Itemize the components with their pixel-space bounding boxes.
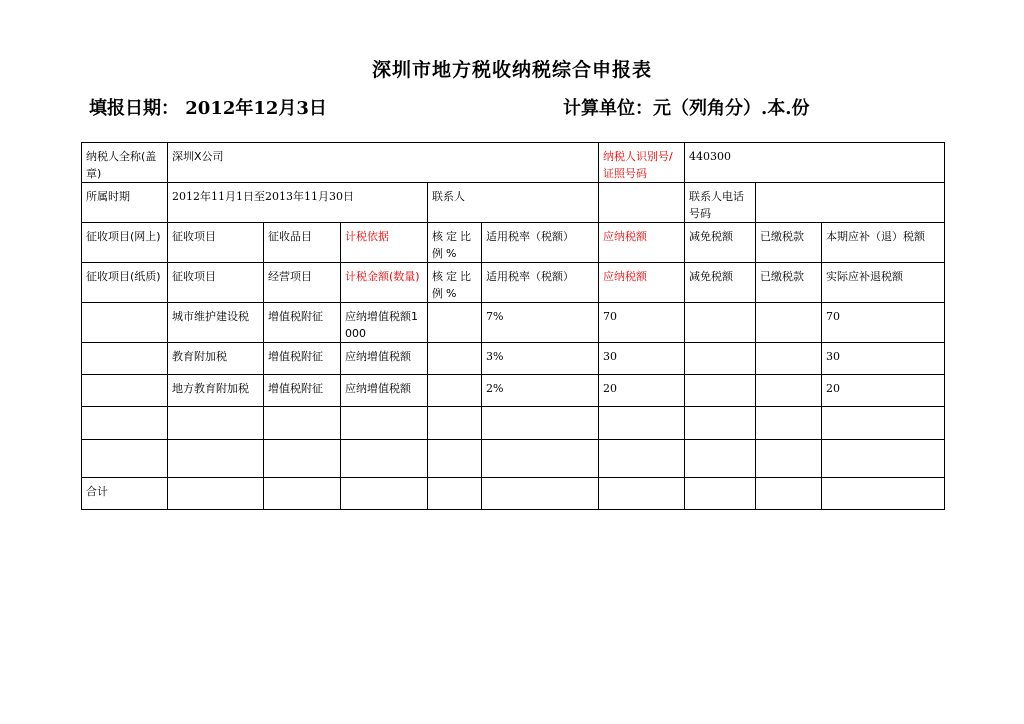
table-cell[interactable] xyxy=(599,407,685,440)
table-cell[interactable] xyxy=(341,440,428,478)
table-cell[interactable]: 7% xyxy=(482,303,599,343)
table-cell[interactable] xyxy=(482,478,599,510)
header-row-paper xyxy=(82,263,945,303)
table-cell[interactable] xyxy=(685,407,756,440)
table-cell[interactable] xyxy=(685,478,756,510)
table-cell[interactable] xyxy=(756,303,822,343)
header-cell: 已缴税款 xyxy=(756,263,822,303)
table-cell[interactable] xyxy=(168,440,264,478)
table-cell[interactable]: 城市维护建设税 xyxy=(168,303,264,343)
header-cell: 减免税额 xyxy=(685,223,756,263)
header-cell: 本期应补（退）税额 xyxy=(822,223,945,263)
table-cell[interactable] xyxy=(428,440,482,478)
table-cell[interactable] xyxy=(264,440,341,478)
table-row xyxy=(82,407,945,440)
table-cell[interactable] xyxy=(756,440,822,478)
table-cell[interactable]: 70 xyxy=(599,303,685,343)
form-title: 深圳市地方税收纳税综合申报表 xyxy=(371,59,652,81)
table-cell[interactable] xyxy=(82,407,168,440)
table-cell[interactable] xyxy=(685,303,756,343)
table-cell[interactable]: 3% xyxy=(482,343,599,375)
table-row xyxy=(82,303,945,343)
header-cell: 征收项目 xyxy=(168,223,264,263)
table-cell[interactable] xyxy=(482,440,599,478)
table-cell[interactable]: 增值税附征 xyxy=(264,303,341,343)
table-cell[interactable] xyxy=(756,343,822,375)
header-cell: 核定比例% xyxy=(428,223,482,263)
header-cell: 计税依据 xyxy=(341,223,428,263)
table-cell[interactable] xyxy=(756,478,822,510)
header-cell: 核定比例% xyxy=(428,263,482,303)
period-label: 所属时期 xyxy=(82,183,168,223)
table-cell[interactable] xyxy=(822,440,945,478)
table-cell[interactable]: 20 xyxy=(599,375,685,407)
header-cell: 适用税率（税额） xyxy=(482,263,599,303)
contact-value[interactable] xyxy=(599,183,685,223)
taxpayer-name-label: 纳税人全称(盖章) xyxy=(82,143,168,183)
table-cell[interactable] xyxy=(341,407,428,440)
table-cell[interactable]: 教育附加税 xyxy=(168,343,264,375)
table-cell[interactable]: 增值税附征 xyxy=(264,375,341,407)
table-cell[interactable] xyxy=(428,478,482,510)
table-cell[interactable]: 30 xyxy=(599,343,685,375)
header-cell: 减免税额 xyxy=(685,263,756,303)
total-row xyxy=(82,478,945,510)
table-cell[interactable]: 30 xyxy=(822,343,945,375)
table-cell[interactable] xyxy=(428,407,482,440)
header-cell: 征收项目(网上) xyxy=(82,223,168,263)
phone-value[interactable] xyxy=(756,183,945,223)
table-cell[interactable]: 应纳增值税额 xyxy=(341,343,428,375)
period-value[interactable]: 2012年11月1日至2013年11月30日 xyxy=(168,183,428,223)
table-cell[interactable] xyxy=(428,375,482,407)
table-cell[interactable] xyxy=(82,303,168,343)
table-cell[interactable] xyxy=(428,303,482,343)
table-cell[interactable] xyxy=(822,407,945,440)
table-cell[interactable] xyxy=(168,478,264,510)
contact-label: 联系人 xyxy=(428,183,599,223)
table-row xyxy=(82,343,945,375)
table-cell[interactable]: 20 xyxy=(822,375,945,407)
table-cell[interactable] xyxy=(264,407,341,440)
table-cell[interactable]: 应纳增值税额 xyxy=(341,375,428,407)
table-cell[interactable] xyxy=(168,407,264,440)
table-cell[interactable]: 地方教育附加税 xyxy=(168,375,264,407)
table-cell[interactable] xyxy=(341,478,428,510)
header-cell: 征收项目(纸质) xyxy=(82,263,168,303)
taxpayer-id-value[interactable]: 440300 xyxy=(685,143,945,183)
table-row xyxy=(82,440,945,478)
table-cell[interactable]: 2% xyxy=(482,375,599,407)
taxpayer-name-value[interactable]: 深圳X公司 xyxy=(168,143,599,183)
table-cell[interactable] xyxy=(756,407,822,440)
table-cell[interactable]: 70 xyxy=(822,303,945,343)
header-cell: 计税金额(数量) xyxy=(341,263,428,303)
table-cell[interactable] xyxy=(264,478,341,510)
header-cell: 实际应补退税额 xyxy=(822,263,945,303)
table-cell[interactable] xyxy=(685,440,756,478)
header-cell: 已缴税款 xyxy=(756,223,822,263)
fill-date: 填报日期： 2012年12月3日 xyxy=(89,98,327,119)
header-cell: 征收项目 xyxy=(168,263,264,303)
table-cell[interactable] xyxy=(685,375,756,407)
header-row-online xyxy=(82,223,945,263)
header-cell: 经营项目 xyxy=(264,263,341,303)
table-cell[interactable] xyxy=(599,440,685,478)
table-cell[interactable] xyxy=(822,478,945,510)
taxpayer-row xyxy=(82,143,945,183)
calculation-unit: 计算单位：元（列角分）.本.份 xyxy=(563,98,810,119)
tax-declaration-table xyxy=(81,142,945,510)
table-cell[interactable] xyxy=(599,478,685,510)
table-cell[interactable] xyxy=(685,343,756,375)
taxpayer-id-label: 纳税人识别号/证照号码 xyxy=(599,143,685,183)
period-row xyxy=(82,183,945,223)
table-cell[interactable]: 增值税附征 xyxy=(264,343,341,375)
table-cell[interactable]: 应纳增值税额1000 xyxy=(341,303,428,343)
table-cell[interactable] xyxy=(756,375,822,407)
table-cell[interactable] xyxy=(82,440,168,478)
table-cell[interactable] xyxy=(428,343,482,375)
table-row xyxy=(82,375,945,407)
header-cell: 适用税率（税额） xyxy=(482,223,599,263)
table-cell[interactable] xyxy=(82,343,168,375)
phone-label: 联系人电话号码 xyxy=(685,183,756,223)
table-cell[interactable] xyxy=(82,375,168,407)
total-label: 合计 xyxy=(82,478,168,510)
table-cell[interactable] xyxy=(482,407,599,440)
header-cell: 征收品目 xyxy=(264,223,341,263)
header-cell: 应纳税额 xyxy=(599,263,685,303)
header-cell: 应纳税额 xyxy=(599,223,685,263)
